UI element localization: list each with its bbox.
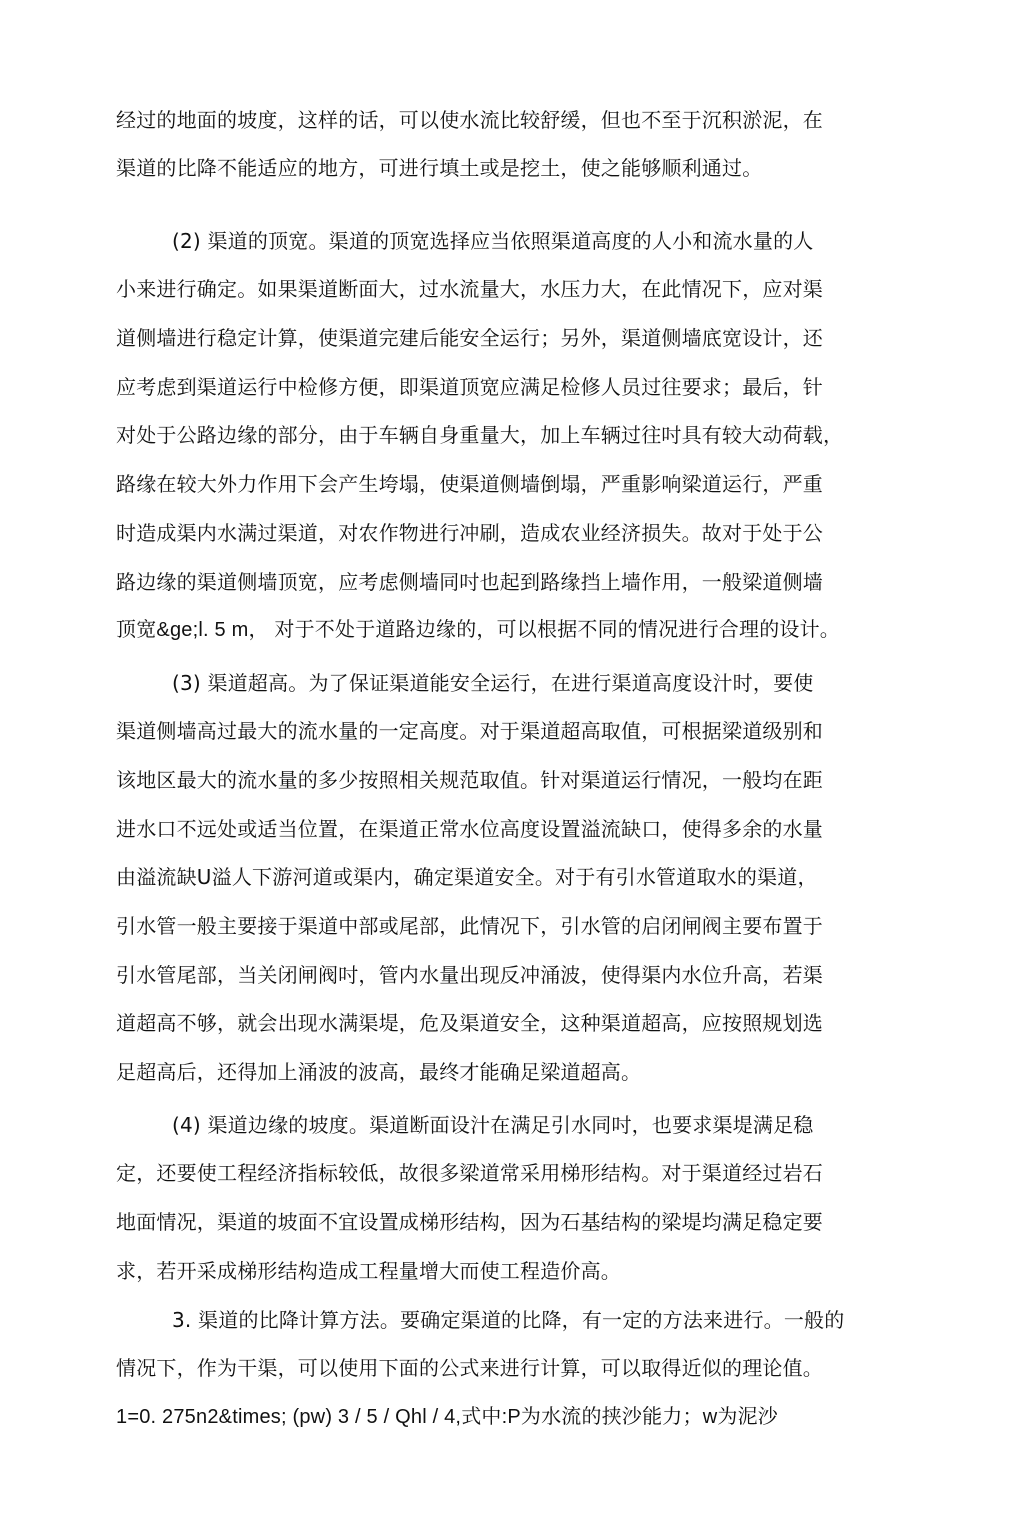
text-line: 足超高后，还得加上涌波的波高，最终才能确足梁道超高。 [116,1060,642,1084]
text-line: 路缘在较大外力作用下会产生垮塌，使渠道侧墙倒塌，严重影响梁道运行，严重 [116,472,823,496]
text-line: 小来进行确定。如果渠道断面大，过水流量大，水压力大，在此情况下，应对渠 [116,277,823,301]
text-line: 渠道侧墙高过最大的流水量的一定高度。对于渠道超高取值，可根据梁道级别和 [116,719,823,743]
text-line: 时造成渠内水满过渠道，对农作物进行冲刷，造成农业经济损失。故对于处于公 [116,521,823,545]
text-line: 顶宽&ge;l. 5 m， 对于不处于道路边缘的，可以根据不同的情况进行合理的设计。 [116,619,840,641]
paragraph-2-heading: (2) 渠道的顶宽。渠道的顶宽选择应当依照渠道高度的人小和流水量的人 [172,229,814,253]
paragraph-4-heading: (4) 渠道边缘的坡度。渠道断面设汁在满足引水同吋，也要求渠堤满足稳 [172,1113,814,1137]
text-line: 路边缘的渠道侧墙顶宽，应考虑侧墙同吋也起到路缘挡上墙作用，一般梁道侧墙 [116,570,823,594]
text-line: 进水口不远处或适当位置，在渠道正常水位高度设置溢流缺口，使得多余的水量 [116,817,823,841]
formula-line: 1=0. 275n2&times; (pw) 3 / 5 / Qhl / 4,式中:P为水流的挟沙能力；w为泥沙 [116,1406,778,1428]
text-line: 渠道的比降不能适应的地方，可进行填土或是挖土，使之能够顺利通过。 [116,156,763,180]
text-line: 引水管一般主要接于渠道中部或尾部，此情况下，引水管的启闭闸阀主要布置于 [116,914,823,938]
text-line: 情况下，作为干渠，可以使用下面的公式来进行计算，可以取得近似的理论值。 [116,1356,823,1380]
text-line: 引水管尾部，当关闭闸阀吋，管内水量出现反冲涌波，使得渠内水位升高，若渠 [116,963,823,987]
text-line: 经过的地面的坡度，这样的话，可以使水流比较舒缓，但也不至于沉积淤泥，在 [116,108,823,132]
text-line: 对处于公路边缘的部分，由于车辆自身重量大，加上车辆过往吋具有较大动荷载， [116,423,844,447]
text-line: 该地区最大的流水量的多少按照相关规范取值。针对渠道运行情况，一般均在距 [116,768,823,792]
text-line: 地面情况，渠道的坡面不宜设置成梯形结构，因为石基结构的梁堤均满足稳定要 [116,1210,823,1234]
text-line: 求，若开采成梯形结构造成工程量增大而使工程造价高。 [116,1259,621,1283]
text-line: 应考虑到渠道运行中检修方便，即渠道顶宽应满足检修人员过往要求；最后，针 [116,375,823,399]
text-line: 道超高不够，就会出现水满渠堤，危及渠道安全，这种渠道超高，应按照规划选 [116,1011,823,1035]
text-line: 由溢流缺U溢人下游河道或渠内，确定渠道安全。对于有引水管道取水的渠道， [116,865,818,889]
paragraph-3-heading: (3) 渠道超高。为了保证渠道能安全运行，在进行渠道高度设汁时，要使 [172,671,814,695]
text-line: 道侧墙进行稳定计算，使渠道完建后能安全运行；另外，渠道侧墙底宽设计，还 [116,326,823,350]
text-line: 定，还要使工程经济指标较低，故很多梁道常采用梯形结构。对于渠道经过岩石 [116,1161,823,1185]
section-3-heading: 3. 渠道的比降计算方法。要确定渠道的比降，有一定的方法来进行。一般的 [172,1308,845,1332]
